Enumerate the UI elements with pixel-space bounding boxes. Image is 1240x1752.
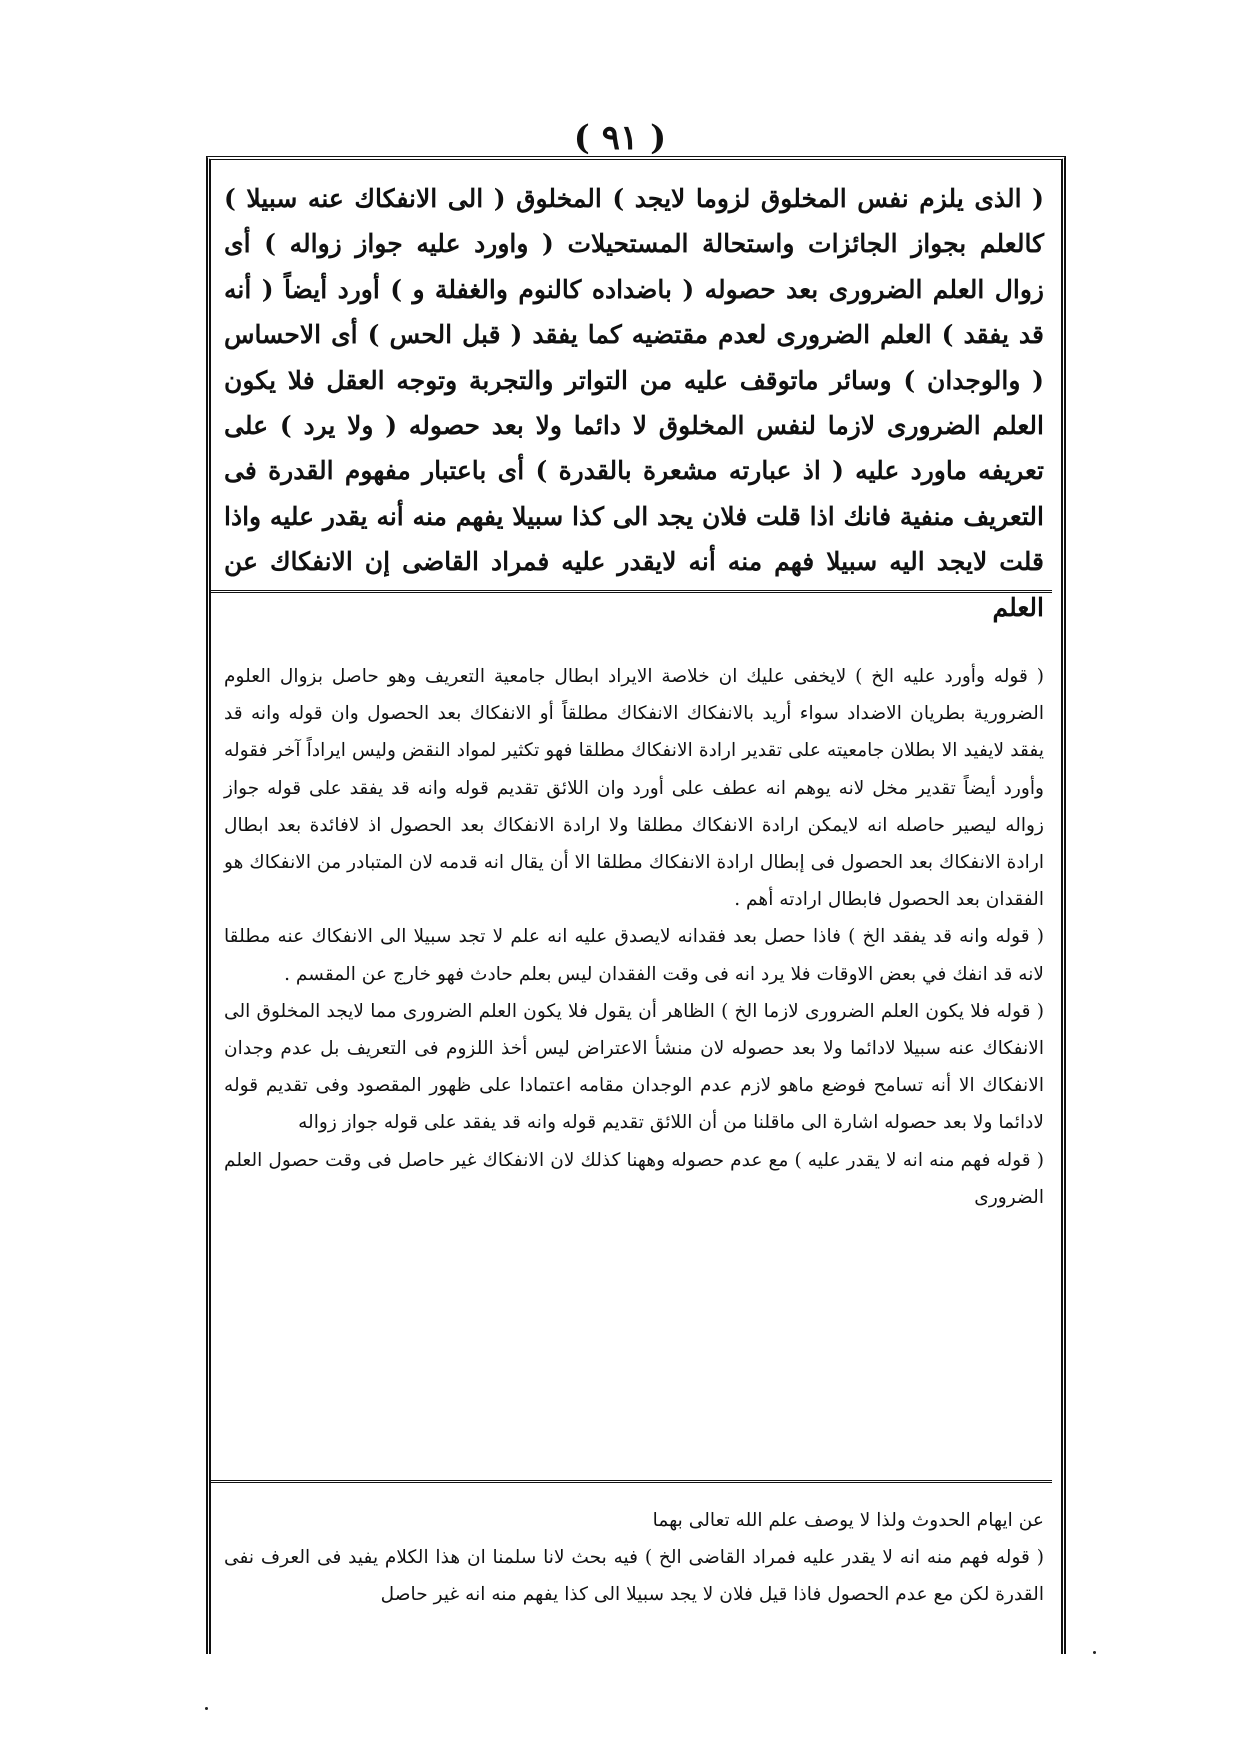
ink-speck [1093, 1651, 1096, 1654]
main-text: ( الذى يلزم نفس المخلوق لزوما لايجد ) المخلوق ( الى الانفكاك عنه سبيلا ) كالعلم بجواز الجائزات واستحالة المستحيلات ( واورد عليه جواز زواله ) أى زوال العلم الضرورى بعد حصوله ( باضداده كالنوم والغفلة و ) أورد أيضاً ( أنه قد يفقد ) العلم الضرورى لعدم مقتضيه كما يفقد ( قبل الحس ) أى الاحساس ( والوجدان ) وسائر ماتوقف عليه من التواتر والتجربة وتوجه العقل فلا يكون العلم الضرورى لازما لنفس المخلوق لا دائما ولا بعد حصوله ( ولا يرد ) على تعريفه ماورد عليه ( اذ عبارته مشعرة بالقدرة ) أى باعتبار مفهوم القدرة فى التعريف منفية فانك اذا قلت فلان يجد الى كذا سبيلا يفهم منه أنه يقدر عليه واذا قلت لايجد اليه سبيلا فهم منه أنه لايقدر عليه فمراد القاضى إن الانفكاك عن العلم [224, 184, 1044, 622]
footer-line-1: عن ايهام الحدوث ولذا لا يوصف علم الله تعالى بهما [652, 1510, 1044, 1531]
commentary-paragraph-4: ( قوله فهم منه انه لا يقدر عليه ) مع عدم حصوله وههنا كذلك لان الانفكاك غير حاصل فى وقت حصول العلم الضرورى [224, 1149, 1044, 1208]
commentary [224, 658, 1044, 1216]
commentary-paragraph-1: ( قوله وأورد عليه الخ ) لايخفى عليك ان خلاصة الايراد ابطال جامعية التعريف وهو حاصل بزوال العلوم الضرورية بطريان الاضداد سواء أريد بالانفكاك الانفكاك مطلقاً أو الانفكاك بعد الحصول وان قوله وانه قد يفقد لايفيد الا بطلان جامعيته على تقدير ارادة الانفكاك مطلقا فهو تكثير لمواد النقض وليس ايراداً آخر فقوله وأورد أيضاً تقدير مخل لانه يوهم انه عطف على أورد وان اللائق تقديم قوله وانه قد يفقد على قوله جواز زواله ليصير حاصله انه لايمكن ارادة الانفكاك مطلقا ولا ارادة الانفكاك بعد الحصول اذ لافائدة بعد ابطال ارادة الانفكاك بعد الحصول فى إبطال ارادة الانفكاك مطلقا الا أن يقال انه قدمه لان المتبادر من الانفكاك هو الفقدان بعد الحصول فابطال ارادته أهم . [224, 666, 1044, 911]
divider-main [210, 590, 1052, 593]
commentary-paragraph-2: ( قوله وانه قد يفقد الخ ) فاذا حصل بعد فقدانه لايصدق عليه انه علم لا تجد سبيلا الى الانفكاك عنه مطلقا لانه قد انفك في بعض الاوقات فلا يرد انه فى وقت الفقدان ليس بعلم حادث فهو خارج عن المقسم . [224, 926, 1044, 985]
footer-text [224, 1502, 1044, 1614]
divider-footer [210, 1480, 1052, 1483]
page-number: ( ٩١ ) [573, 118, 667, 158]
commentary-paragraph-3: ( قوله فلا يكون العلم الضرورى لازما الخ ) الظاهر أن يقول فلا يكون العلم الضرورى مما لايجد المخلوق الى الانفكاك عنه سبيلا لادائما ولا بعد حصوله لان منشأ الاعتراض ليس أخذ اللزوم فى التعريف بل عدم وجدان الانفكاك الا أنه تسامح فوضع ماهو لازم عدم الوجدان مقامه اعتمادا على ظهور المقصود وفى تقديم قوله لادائما ولا بعد حصوله اشارة الى ماقلنا من أن اللائق تقديم قوله وانه قد يفقد على قوله جواز زواله [224, 1000, 1044, 1134]
ink-speck [205, 1707, 208, 1710]
footer-paragraph-2: ( قوله فهم منه انه لا يقدر عليه فمراد القاضى الخ ) فيه بحث لانا سلمنا ان هذا الكلام يفيد فى العرف نفى القدرة لكن مع عدم الحصول فاذا قيل فلان لا يجد سبيلا الى كذا يفهم منه انه غير حاصل [224, 1547, 1044, 1606]
